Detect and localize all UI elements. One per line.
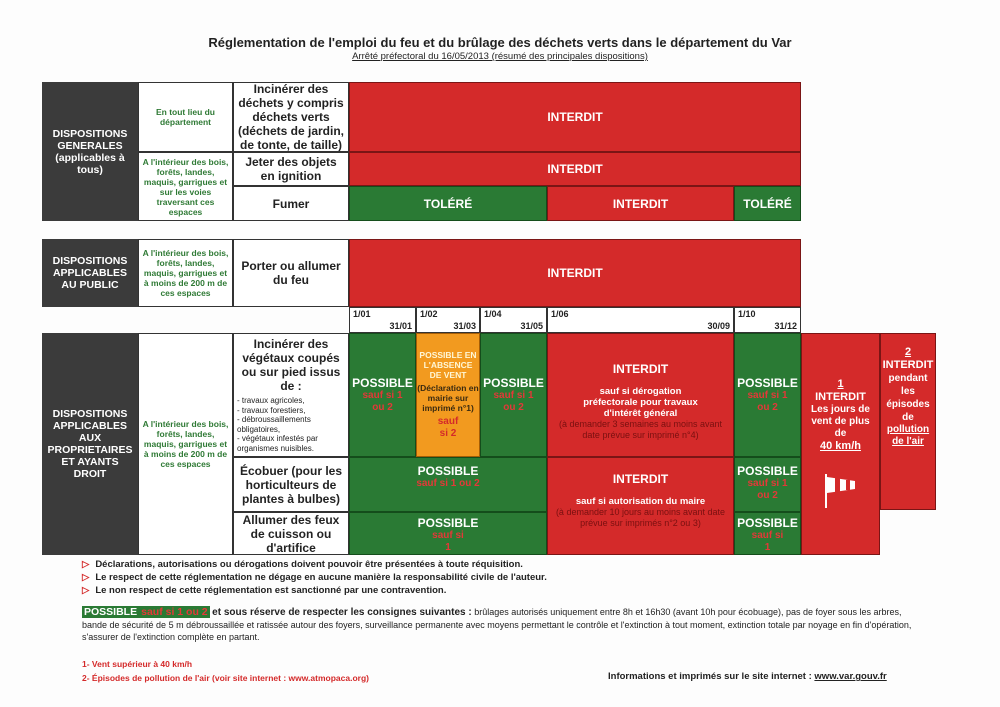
status-possible: POSSIBLE sauf si 1 ou 2 xyxy=(734,333,801,457)
note-item: ▷ Déclarations, autorisations ou dérogations doivent pouvoir être présentées à toute réquisition. xyxy=(82,559,523,570)
owners-action-cuisson: Allumer des feux de cuisson ou d'artifice xyxy=(233,512,349,555)
windsock-icon xyxy=(821,471,861,511)
general-action-smoke: Fumer xyxy=(233,186,349,221)
condition-pollution: 2 INTERDIT pendant les épisodes de pollution de l'air xyxy=(880,333,936,510)
period-header: 1/02 31/03 xyxy=(416,307,480,333)
owners-action-incinerate-title: Incinérer des végétaux coupés ou sur pied issus de : xyxy=(241,337,341,393)
owners-label: DISPOSITIONS APPLICABLES AUX PROPRIETAIRES ET AYANTS DROIT xyxy=(42,333,138,555)
general-action-incinerate: Incinérer des déchets y compris déchets verts (déchets de jardin, de tonte, de taille) xyxy=(233,82,349,152)
sauf-badge: sauf si 1 ou 2 xyxy=(141,606,208,618)
condition-wind: 1 INTERDIT Les jours de vent de plus de 40 km/h xyxy=(801,333,880,555)
footnote-wind: 1- Vent supérieur à 40 km/h xyxy=(82,659,193,669)
status-possible: POSSIBLE sauf si 1 ou 2 xyxy=(349,333,416,457)
info-line: Informations et imprimés sur le site internet : www.var.gouv.fr xyxy=(608,671,887,682)
owners-action-ecobuer: Écobuer (pour les horticulteurs de plantes à bulbes) xyxy=(233,457,349,512)
note-item: ▷ Le non respect de cette réglementation est sanctionné par une contravention. xyxy=(82,585,447,596)
triangle-bullet-icon: ▷ xyxy=(82,572,90,583)
list-item: - débroussaillements obligatoires, xyxy=(237,415,311,434)
status-possible-no-wind: POSSIBLE EN L'ABSENCE DE VENT (Déclaration en mairie sur imprimé n°1) sauf si 2 xyxy=(416,333,480,457)
period-header: 1/10 31/12 xyxy=(734,307,801,333)
conditions-paragraph: POSSIBLE sauf si 1 ou 2 et sous réserve de respecter les consignes suivantes : brûlages autorisés uniquement entre 8h et 16h30 (avant 10h pour écobuage), pas de foyer sous les arbres, bande de sécurité de 5 m débroussaillée et ratissée autour des foyers, surveillance permanente avec moyens permettant le contrôle et l'extinction à tout moment, extinction totale par noyage en fin d'opération, s'assurer de l'extinction complète en partant. xyxy=(82,606,912,642)
status-possible: POSSIBLE sauf si 1 xyxy=(734,512,801,555)
status-interdit: INTERDIT xyxy=(547,186,734,221)
owners-location: A l'intérieur des bois, forêts, landes, maquis, garrigues et à moins de 200 m de ces espaces xyxy=(138,333,233,555)
owners-action-incinerate xyxy=(233,333,349,457)
period-header: 1/01 31/01 xyxy=(349,307,416,333)
status-interdit: INTERDIT xyxy=(349,82,801,152)
period-header: 1/06 30/09 xyxy=(547,307,734,333)
list-item: - travaux forestiers, xyxy=(237,405,306,415)
page-subtitle: Arrêté préfectoral du 16/05/2013 (résumé des principales dispositions) xyxy=(352,51,648,62)
public-action: Porter ou allumer du feu xyxy=(233,239,349,307)
general-label: DISPOSITIONS GENERALES (applicables à tous) xyxy=(42,82,138,221)
status-possible: POSSIBLE sauf si 1 xyxy=(349,512,547,555)
footnote-pollution: 2- Épisodes de pollution de l'air (voir site internet : www.atmopaca.org) xyxy=(82,673,369,683)
status-interdit-derogation: INTERDIT sauf si dérogation préfectorale pour travaux d'intérêt général (à demander 3 semaines au moins avant date prévue sur imprimé n°4) xyxy=(547,333,734,457)
general-action-throw: Jeter des objets en ignition xyxy=(233,152,349,186)
period-header: 1/04 31/05 xyxy=(480,307,547,333)
list-item: - végétaux infestés par organismes nuisibles. xyxy=(237,434,318,453)
triangle-bullet-icon: ▷ xyxy=(82,559,90,570)
public-label: DISPOSITIONS APPLICABLES AU PUBLIC xyxy=(42,239,138,307)
possible-badge: POSSIBLE xyxy=(84,606,138,618)
list-item: - travaux agricoles, xyxy=(237,396,305,405)
status-possible: POSSIBLE sauf si 1 ou 2 xyxy=(349,457,547,512)
public-location: A l'intérieur des bois, forêts, landes, maquis, garrigues et à moins de 200 m de ces espaces xyxy=(138,239,233,307)
status-possible: POSSIBLE sauf si 1 ou 2 xyxy=(734,457,801,512)
status-interdit: INTERDIT xyxy=(349,239,801,307)
status-tolere: TOLÉRÉ xyxy=(349,186,547,221)
general-location-2: A l'intérieur des bois, forêts, landes, maquis, garrigues et sur les voies traversant ces espaces xyxy=(138,152,233,221)
status-interdit-autorisation: INTERDIT sauf si autorisation du maire (à demander 10 jours au moins avant date prévue sur imprimés n°2 ou 3) xyxy=(547,457,734,555)
note-item: ▷ Le respect de cette réglementation ne dégage en aucune manière la responsabilité civile de l'auteur. xyxy=(82,572,547,583)
owners-action-list xyxy=(237,396,345,453)
status-tolere: TOLÉRÉ xyxy=(734,186,801,221)
status-interdit: INTERDIT xyxy=(349,152,801,186)
status-possible: POSSIBLE sauf si 1 ou 2 xyxy=(480,333,547,457)
triangle-bullet-icon: ▷ xyxy=(82,585,90,596)
website-link[interactable]: www.var.gouv.fr xyxy=(814,671,887,682)
page-title: Réglementation de l'emploi du feu et du brûlage des déchets verts dans le département du Var xyxy=(208,35,792,50)
general-location-1: En tout lieu du département xyxy=(138,82,233,152)
